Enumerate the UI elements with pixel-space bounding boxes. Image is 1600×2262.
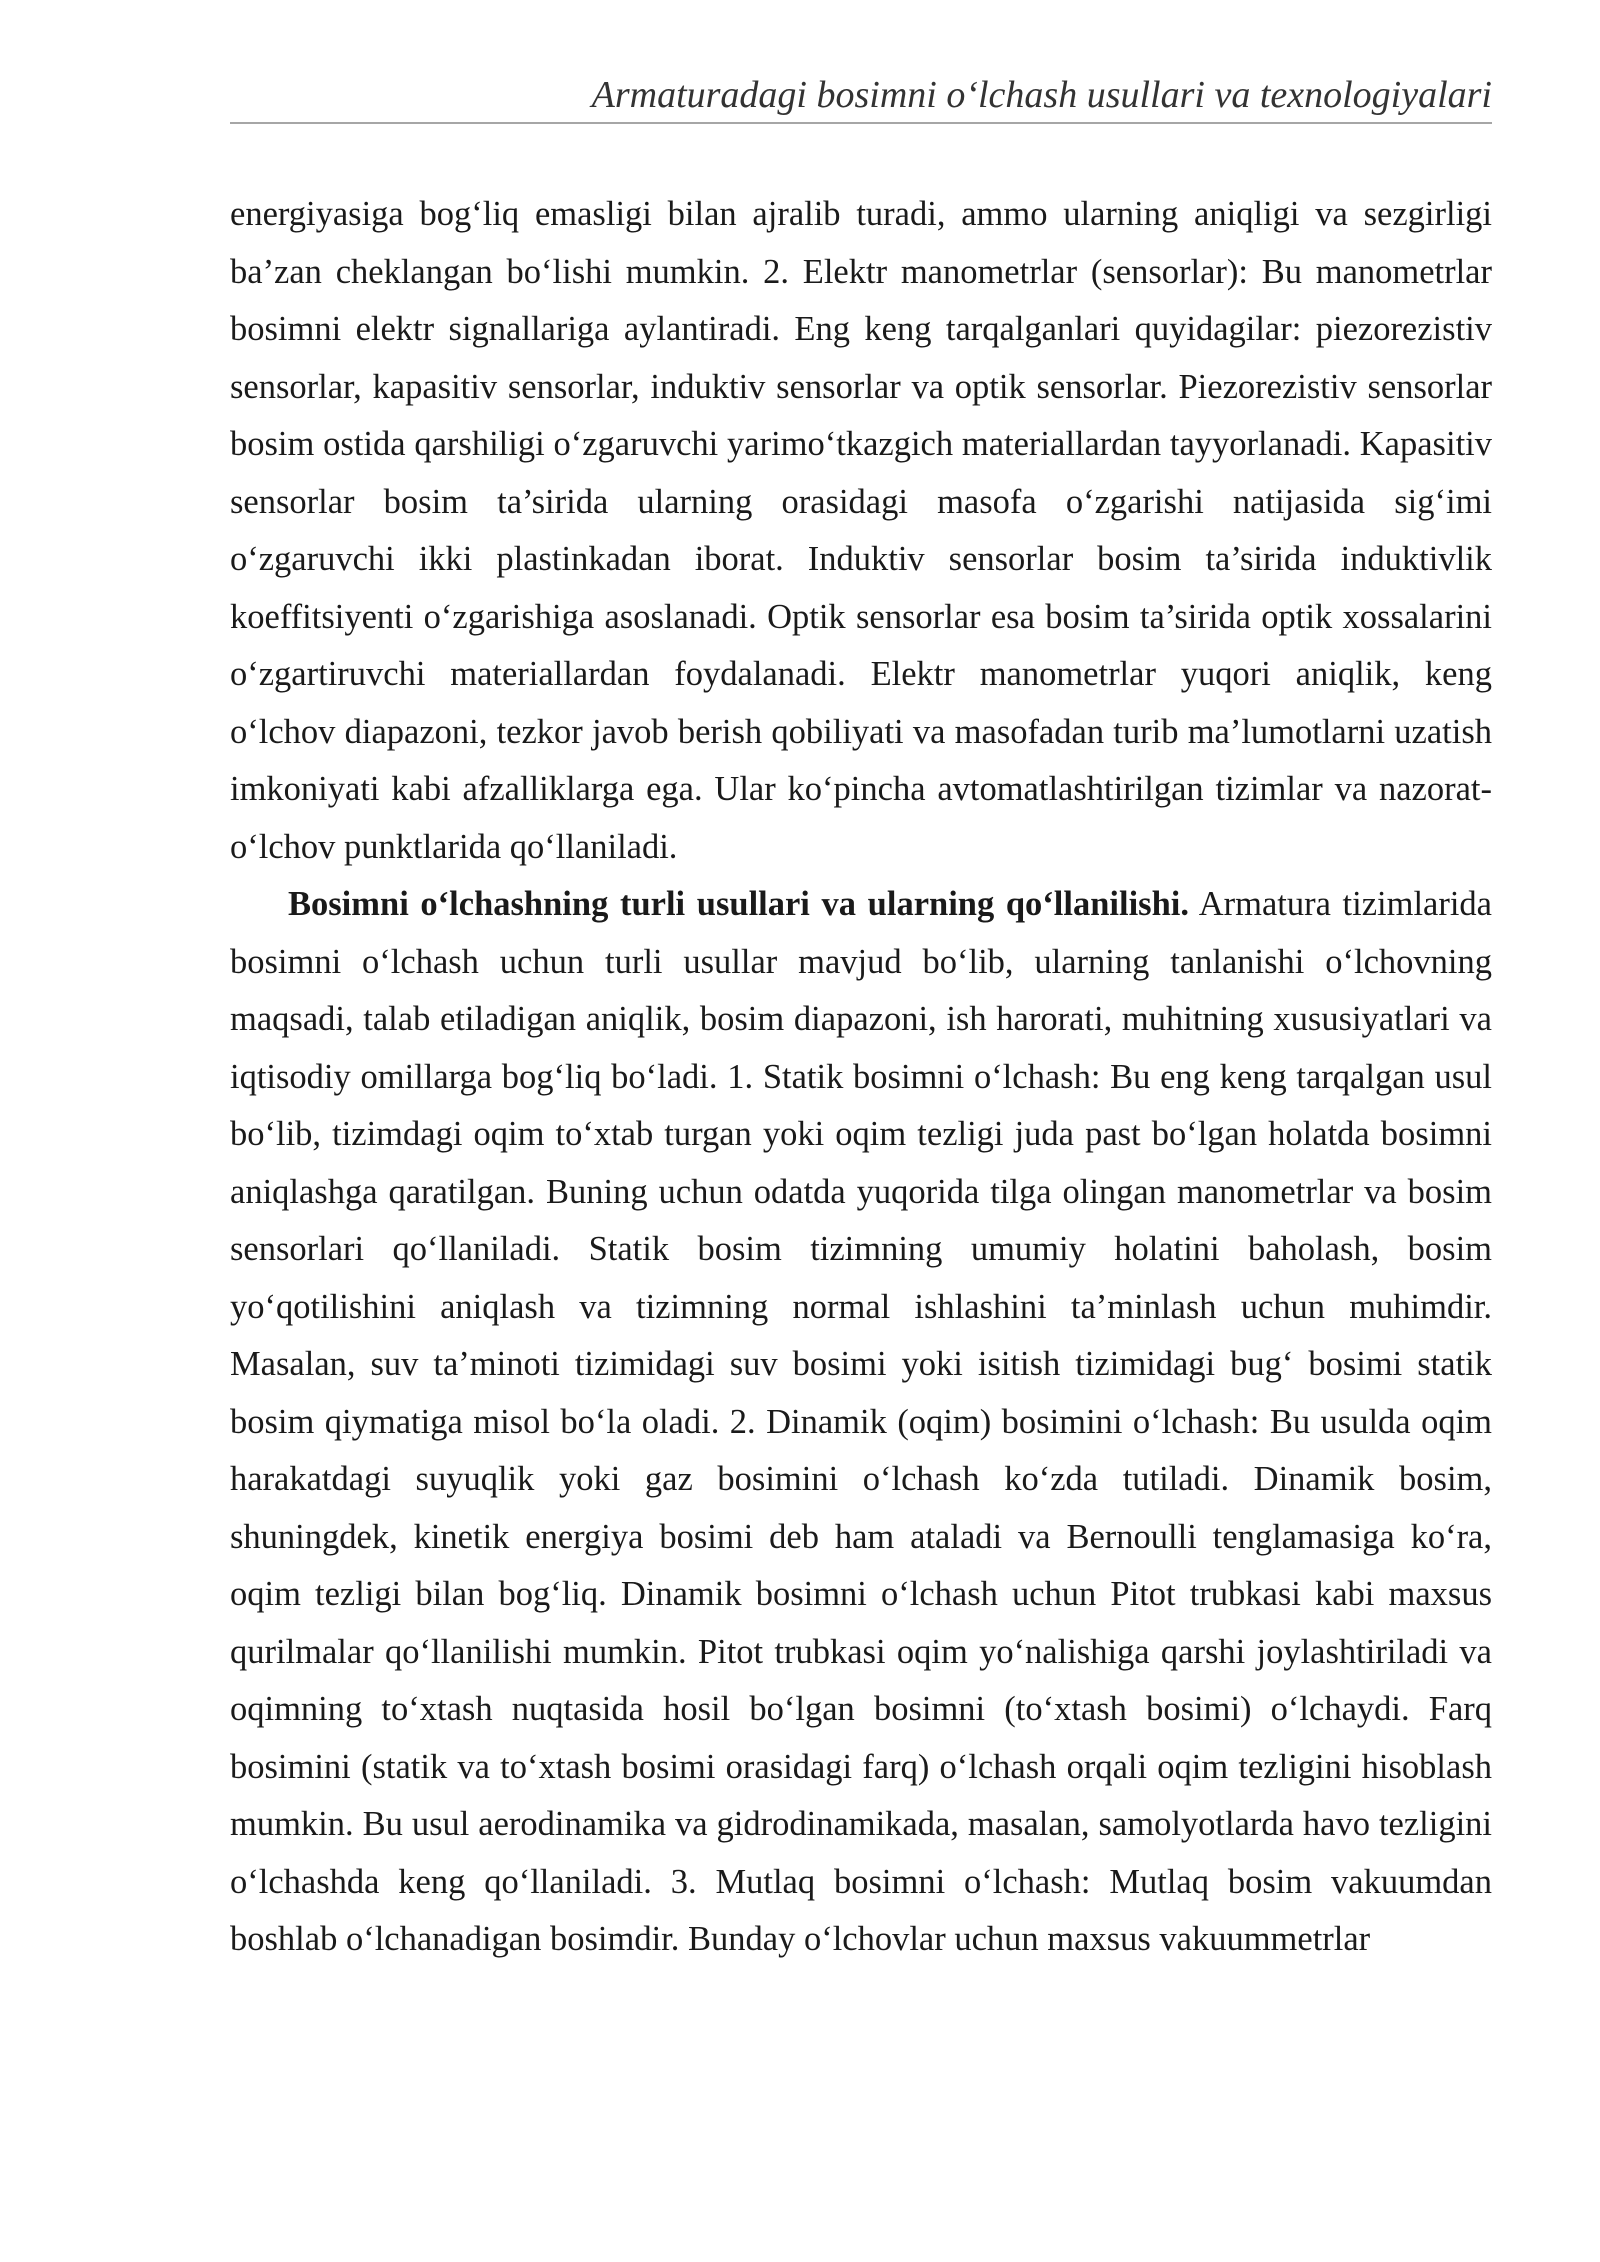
paragraph-1 <box>230 186 1492 876</box>
paragraph-1-text: energiyasiga bog‘liq emasligi bilan ajralib turadi, ammo ularning aniqligi va sezgirligi ba’zan cheklangan bo‘lishi mumkin. 2. Elektr manometrlar (sensorlar): Bu manometrlar bosimni elektr signallariga aylantiradi. Eng keng tarqalganlari quyidagilar: piezorezistiv sensorlar, kapasitiv sensorlar, induktiv sensorlar va optik sensorlar. Piezorezistiv sensorlar bosim ostida qarshiligi o‘zgaruvchi yarimo‘tkazgich materiallardan tayyorlanadi. Kapasitiv sensorlar bosim ta’sirida ularning orasidagi masofa o‘zgarishi natijasida sig‘imi o‘zgaruvchi ikki plastinkadan iborat. Induktiv sensorlar bosim ta’sirida induktivlik koeffitsiyenti o‘zgarishiga asoslanadi. Optik sensorlar esa bosim ta’sirida optik xossalarini o‘zgartiruvchi materiallardan foydalanadi. Elektr manometrlar yuqori aniqlik, keng o‘lchov diapazoni, tezkor javob berish qobiliyati va masofadan turib ma’lumotlarni uzatish imkoniyati kabi afzalliklarga ega. Ular ko‘pincha avtomatlashtirilgan tizimlar va nazorat-o‘lchov punktlarida qo‘llaniladi. <box>230 195 1492 866</box>
paragraph-2 <box>230 876 1492 1969</box>
header-divider <box>230 122 1492 124</box>
paragraph-2-text: Armatura tizimlarida bosimni o‘lchash uchun turli usullar mavjud bo‘lib, ularning tanlanishi o‘lchovning maqsadi, talab etiladigan aniqlik, bosim diapazoni, ish harorati, muhitning xususiyatlari va iqtisodiy omillarga bog‘liq bo‘ladi. 1. Statik bosimni o‘lchash: Bu eng keng tarqalgan usul bo‘lib, tizimdagi oqim to‘xtab turgan yoki oqim tezligi juda past bo‘lgan holatda bosimni aniqlashga qaratilgan. Buning uchun odatda yuqorida tilga olingan manometrlar va bosim sensorlari qo‘llaniladi. Statik bosim tizimning umumiy holatini baholash, bosim yo‘qotilishini aniqlash va tizimning normal ishlashini ta’minlash uchun muhimdir. Masalan, suv ta’minoti tizimidagi suv bosimi yoki isitish tizimidagi bug‘ bosimi statik bosim qiymatiga misol bo‘la oladi. 2. Dinamik (oqim) bosimini o‘lchash: Bu usulda oqim harakatdagi suyuqlik yoki gaz bosimini o‘lchash ko‘zda tutiladi. Dinamik bosim, shuningdek, kinetik energiya bosimi deb ham ataladi va Bernoulli tenglamasiga ko‘ra, oqim tezligi bilan bog‘liq. Dinamik bosimni o‘lchash uchun Pitot trubkasi kabi maxsus qurilmalar qo‘llanilishi mumkin. Pitot trubkasi oqim yo‘nalishiga qarshi joylashtiriladi va oqimning to‘xtash nuqtasida hosil bo‘lgan bosimni (to‘xtash bosimi) o‘lchaydi. Farq bosimini (statik va to‘xtash bosimi orasidagi farq) o‘lchash orqali oqim tezligini hisoblash mumkin. Bu usul aerodinamika va gidrodinamikada, masalan, samolyotlarda havo tezligini o‘lchashda keng qo‘llaniladi. 3. Mutlaq bosimni o‘lchash: Mutlaq bosim vakuumdan boshlab o‘lchanadigan bosimdir. Bunday o‘lchovlar uchun maxsus vakuummetrlar <box>230 885 1492 1958</box>
section-heading: Bosimni o‘lchashning turli usullari va ularning qo‘llanilishi. <box>288 885 1189 923</box>
running-header: Armaturadagi bosimni o‘lchash usullari va texnologiyalari <box>591 74 1492 116</box>
body-text <box>230 186 1492 1969</box>
